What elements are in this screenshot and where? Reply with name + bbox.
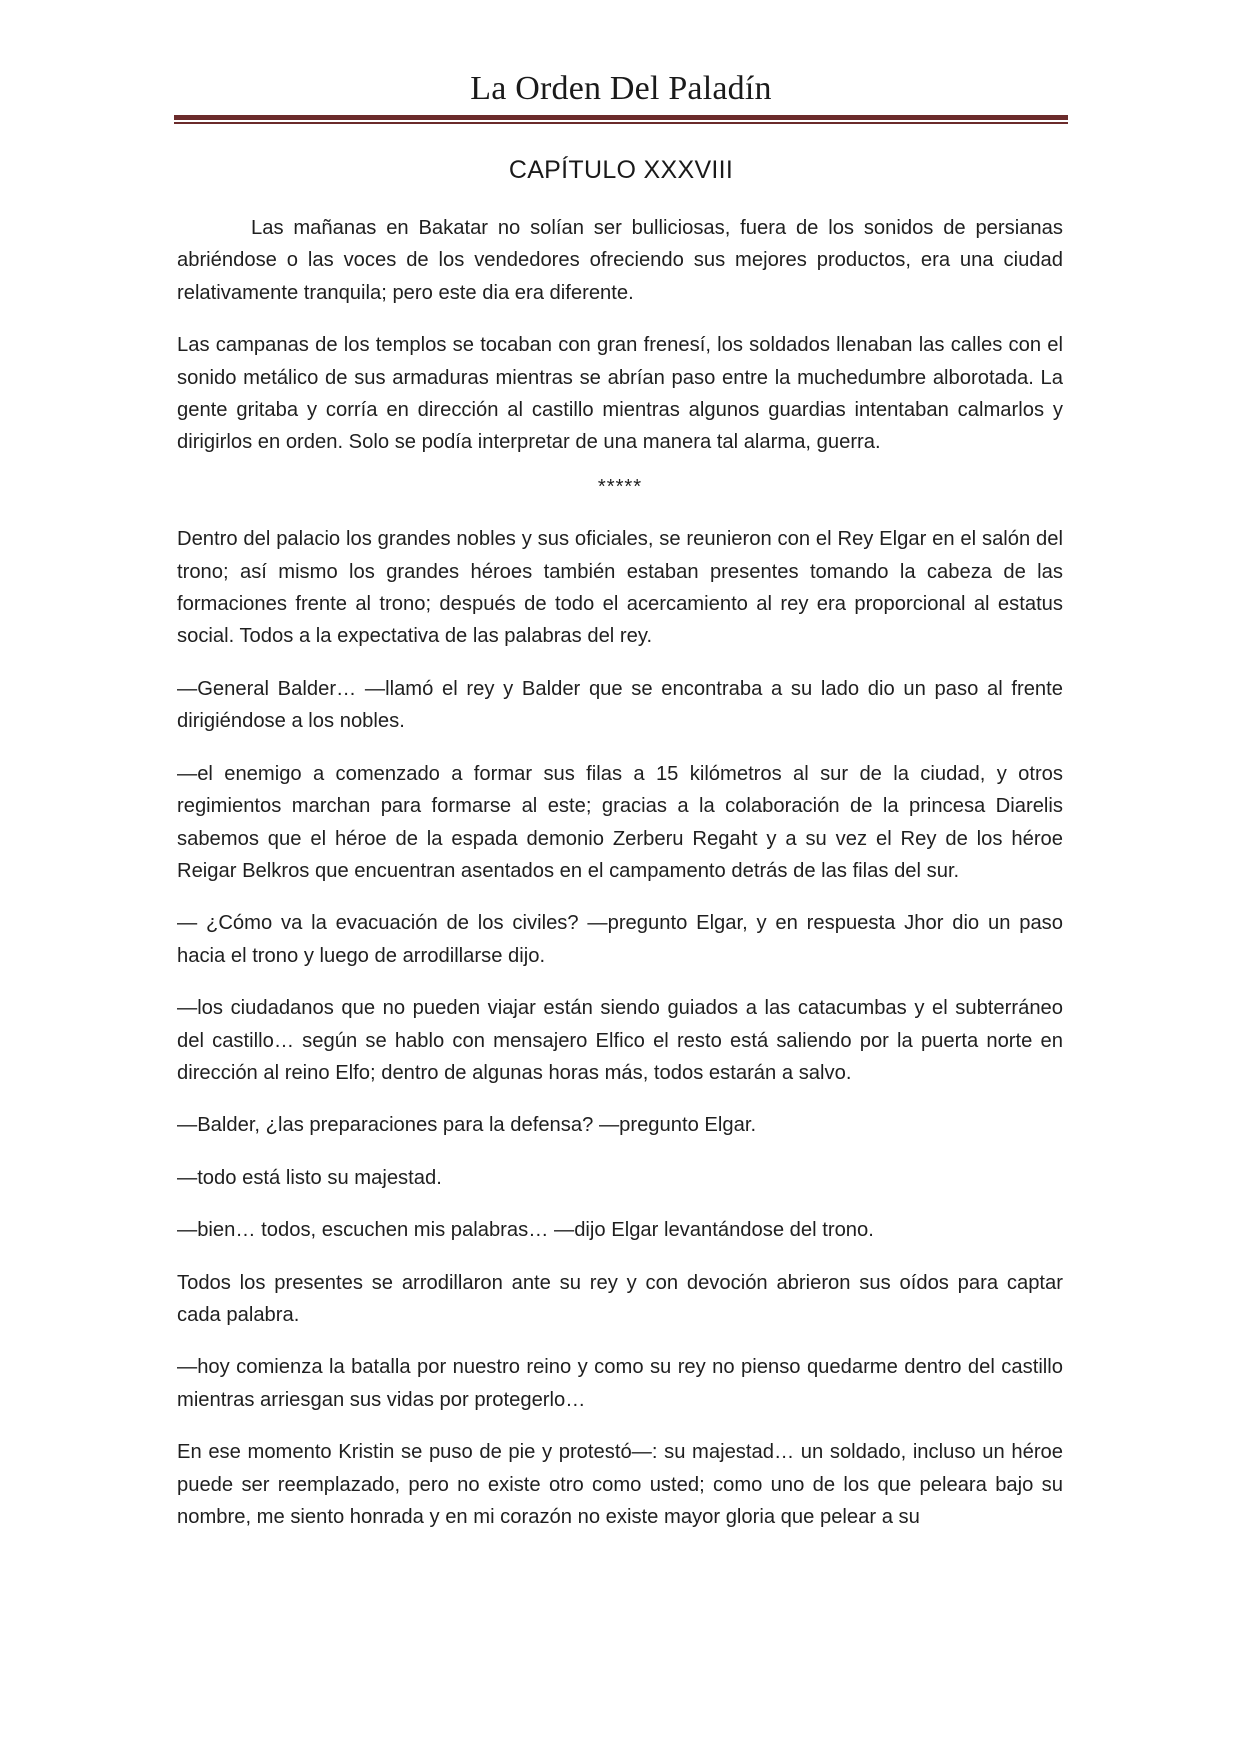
paragraph: En ese momento Kristin se puso de pie y protestó—: su majestad… un soldado, incluso un héroe puede ser reemplazado, pero no existe otro como usted; como uno de los que peleara bajo su nombre, me siento honrada y en mi corazón no existe mayor gloria que pelear a su xyxy=(177,1441,1063,1528)
header-rule xyxy=(174,115,1068,124)
paragraph: Las mañanas en Bakatar no solían ser bulliciosas, fuera de los sonidos de persianas abriéndose o las voces de los vendedores ofreciendo sus mejores productos, era una ciudad relativamente tranquila; pero este dia era diferente. xyxy=(177,217,1063,304)
paragraph: Todos los presentes se arrodillaron ante su rey y con devoción abrieron sus oídos para captar cada palabra. xyxy=(177,1271,1063,1326)
body-text xyxy=(177,212,1063,1553)
header-rule-thin xyxy=(174,122,1068,124)
paragraph: —todo está listo su majestad. xyxy=(177,1166,442,1189)
paragraph: —el enemigo a comenzado a formar sus filas a 15 kilómetros al sur de la ciudad, y otros regimientos marchan para formarse al este; gracias a la colaboración de la princesa Diarelis sabemos que el héroe de la espada demonio Zerberu Regaht y a su vez el Rey de los héroe Reigar Belkros que encuentran asentados en el campamento detrás de las filas del sur. xyxy=(177,762,1063,882)
paragraph: —los ciudadanos que no pueden viajar están siendo guiados a las catacumbas y el subterráneo del castillo… según se hablo con mensajero Elfico el resto está saliendo por la puerta norte en dirección al reino Elfo; dentro de algunas horas más, todos estarán a salvo. xyxy=(177,997,1063,1084)
paragraph: — ¿Cómo va la evacuación de los civiles? —pregunto Elgar, y en respuesta Jhor dio un paso hacia el trono y luego de arrodillarse dijo. xyxy=(177,912,1063,967)
paragraph: —General Balder… —llamó el rey y Balder que se encontraba a su lado dio un paso al frente dirigiéndose a los nobles. xyxy=(177,677,1063,733)
paragraph: —bien… todos, escuchen mis palabras… —dijo Elgar levantándose del trono. xyxy=(177,1219,874,1242)
paragraph: —hoy comienza la batalla por nuestro reino y como su rey no pienso quedarme dentro del castillo mientras arriesgan sus vidas por protegerlo… xyxy=(177,1356,1063,1411)
paragraph: —Balder, ¿las preparaciones para la defensa? —pregunto Elgar. xyxy=(177,1114,757,1137)
running-header: La Orden Del Paladín xyxy=(470,70,772,107)
scene-break: ***** xyxy=(597,475,643,498)
paragraph: Dentro del palacio los grandes nobles y sus oficiales, se reunieron con el Rey Elgar en el salón del trono; así mismo los grandes héroes también estaban presentes tomando la cabeza de las formaciones frente al trono; después de todo el acercamiento al rey era proporcional al estatus social. Todos a la expectativa de las palabras del rey. xyxy=(177,528,1063,648)
paragraph: Las campanas de los templos se tocaban con gran frenesí, los soldados llenaban las calles con el sonido metálico de sus armaduras mientras se abrían paso entre la muchedumbre alborotada. La gente gritaba y corría en dirección al castillo mientras algunos guardias intentaban calmarlos y dirigirlos en orden. Solo se podía interpretar de una manera tal alarma, guerra. xyxy=(177,334,1063,454)
chapter-title: CAPÍTULO XXXVIII xyxy=(508,156,734,184)
